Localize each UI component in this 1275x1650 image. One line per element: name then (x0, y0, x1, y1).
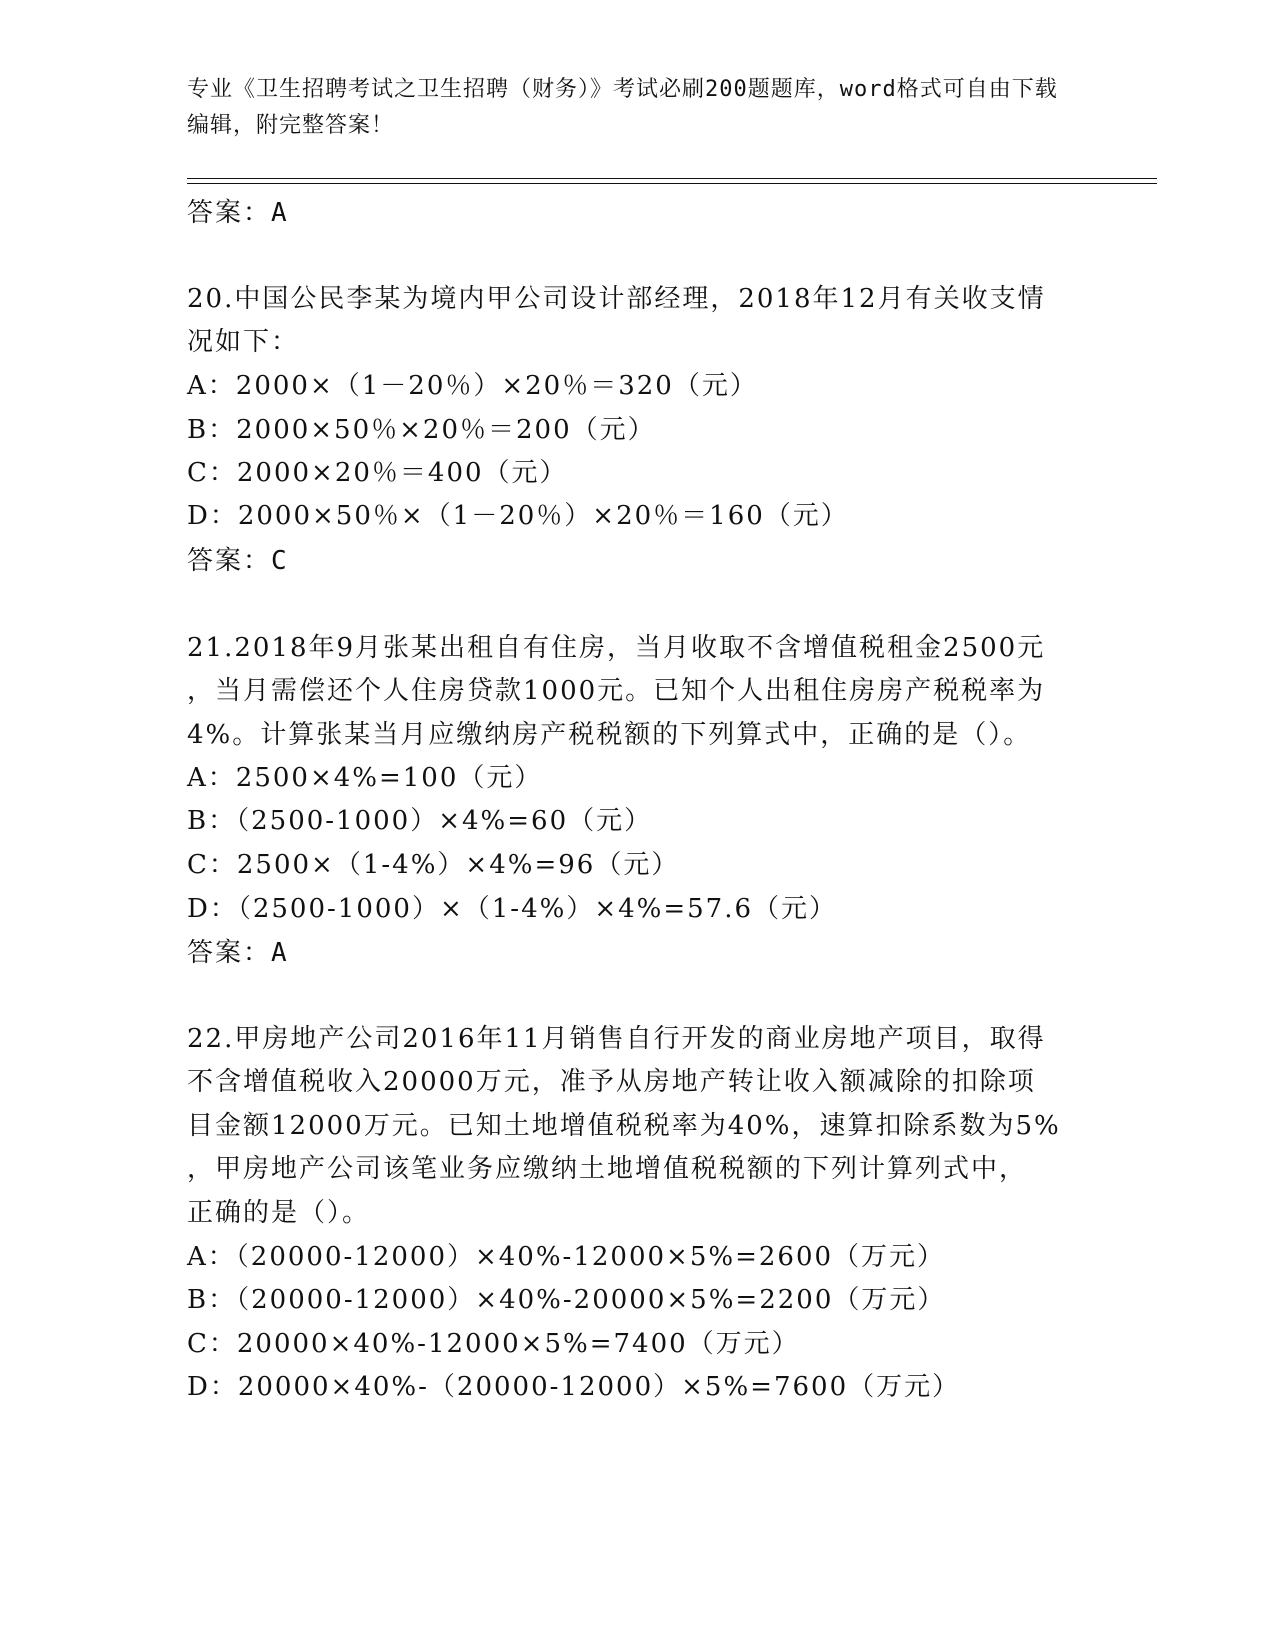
question-22-text-line-3: 目金额12000万元。已知土地增值税税率为40%，速算扣除系数为5% (187, 1111, 1061, 1141)
question-21-text-line-3: 4%。计算张某当月应缴纳房产税税额的下列算式中，正确的是（）。 (187, 720, 1032, 750)
question-20-option-d: D：2000×50％×（1－20％）×20％＝160（元） (187, 501, 849, 531)
header-divider-bottom (187, 183, 1157, 184)
question-22-option-d: D：20000×40%-（20000-12000）×5%=7600（万元） (187, 1372, 961, 1402)
question-22-text-line-5: 正确的是（）。 (187, 1198, 371, 1228)
question-21-option-a: A：2500×4%=100（元） (187, 763, 543, 793)
question-21-option-d: D：（2500-1000）×（1-4%）×4%=57.6（元） (187, 894, 838, 924)
question-22-text-line-2: 不含增值税收入20000万元，准予从房地产转让收入额减除的扣除项 (187, 1067, 1036, 1097)
question-21-text-line-2: ，当月需偿还个人住房贷款1000元。已知个人出租住房房产税税率为 (187, 676, 1046, 706)
question-22-text-line-4: ，甲房地产公司该笔业务应缴纳土地增值税税额的下列计算列式中， (187, 1154, 1028, 1184)
question-22-option-c: C：20000×40%-12000×5%=7400（万元） (187, 1329, 800, 1359)
question-21-option-b: B：（2500-1000）×4%=60（元） (187, 806, 653, 836)
question-22-option-b: B：（20000-12000）×40%-20000×5%=2200（万元） (187, 1285, 946, 1315)
question-22-option-a: A：（20000-12000）×40%-12000×5%=2600（万元） (187, 1242, 946, 1272)
question-20-text-line-1: 20.中国公民李某为境内甲公司设计部经理，2018年12月有关收支情 (187, 284, 1046, 314)
question-20-option-c: C：2000×20％＝400（元） (187, 458, 568, 488)
header-divider-top (187, 178, 1157, 179)
document-header: 专业《卫生招聘考试之卫生招聘（财务）》考试必刷200题题库，word格式可自由下载编辑，附完整答案！ (187, 77, 1058, 138)
question-20-answer: 答案：C (187, 546, 289, 576)
question-22-text-line-1: 22.甲房地产公司2016年11月销售自行开发的商业房地产项目，取得 (187, 1024, 1046, 1054)
question-21-text-line-1: 21.2018年9月张某出租自有住房，当月收取不含增值税租金2500元 (187, 633, 1046, 663)
question-21-option-c: C：2500×（1-4%）×4%=96（元） (187, 850, 680, 880)
question-20-text-line-2: 况如下： (187, 327, 300, 357)
question-20-option-b: B：2000×50％×20％＝200（元） (187, 415, 656, 445)
previous-question-answer: 答案：A (187, 198, 289, 228)
question-20-option-a: A：2000×（1－20％）×20％＝320（元） (187, 371, 758, 401)
question-21-answer: 答案：A (187, 938, 289, 968)
